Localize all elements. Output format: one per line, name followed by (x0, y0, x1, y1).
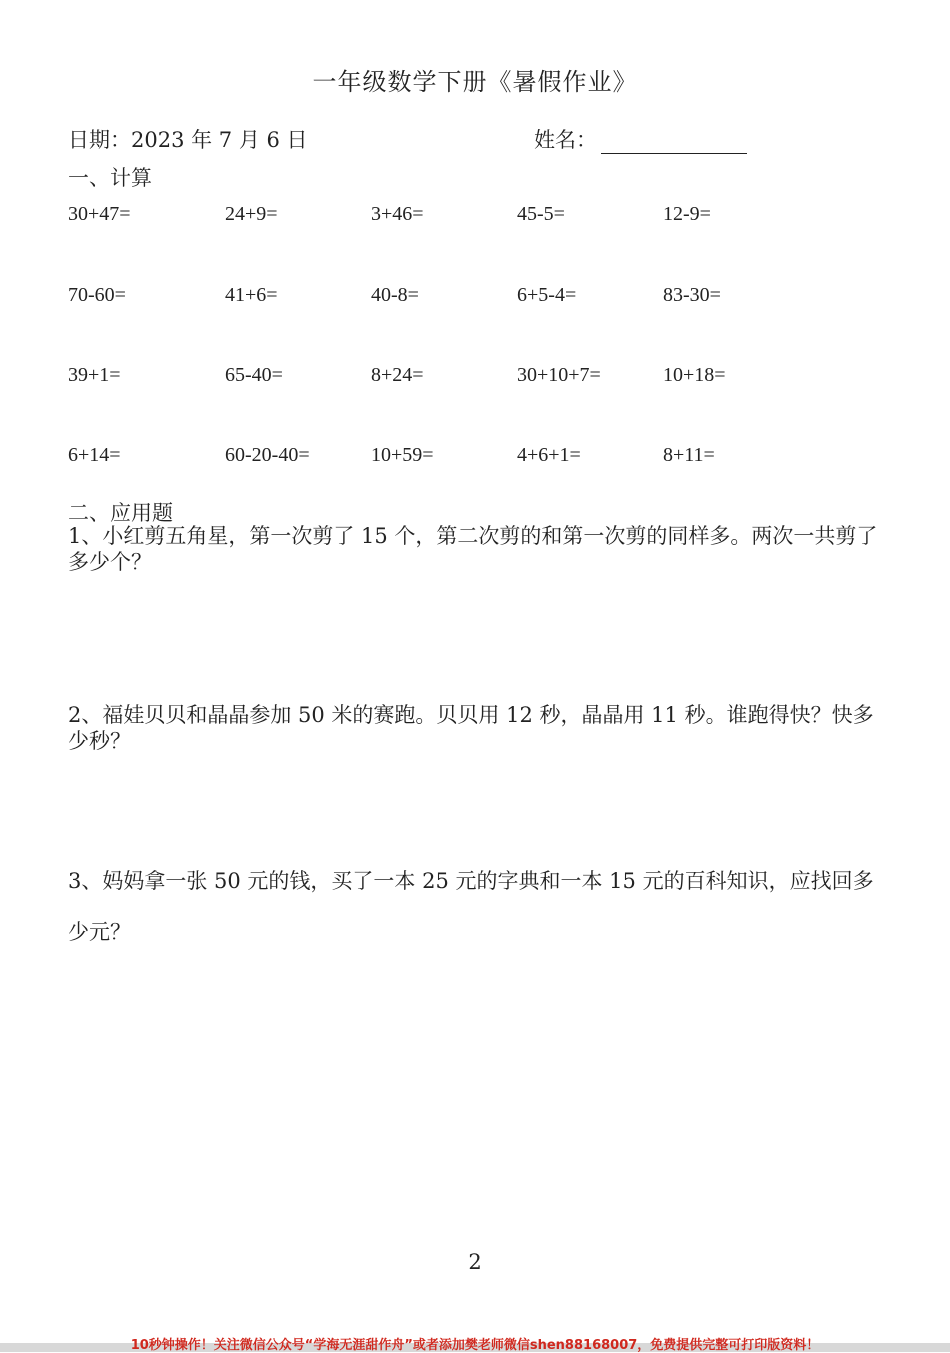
calc-problem: 45-5= (517, 203, 565, 225)
name-blank-line (601, 129, 747, 154)
calc-problem: 40-8= (371, 284, 419, 306)
calc-problem: 8+24= (371, 364, 424, 386)
page-number: 2 (468, 1250, 482, 1274)
calc-problem: 39+1= (68, 364, 121, 386)
date-label: 日期：2023 年 7 月 6 日 (68, 128, 308, 152)
calc-problem: 12-9= (663, 203, 711, 225)
calc-problem: 83-30= (663, 284, 721, 306)
calc-problem: 30+47= (68, 203, 131, 225)
calc-problem: 65-40= (225, 364, 283, 386)
word-problem-1: 1、小红剪五角星，第一次剪了 15 个，第二次剪的和第一次剪的同样多。两次一共剪了多少个？ (68, 524, 878, 574)
calc-problem: 10+18= (663, 364, 726, 386)
calc-problem: 6+14= (68, 444, 121, 466)
name-field (534, 124, 747, 154)
calc-problem: 4+6+1= (517, 444, 581, 466)
calc-problem: 3+46= (371, 203, 424, 225)
word-problem-3: 3、妈妈拿一张 50 元的钱，买了一本 25 元的字典和一本 15 元的百科知识，应找回多少元？ (68, 869, 874, 944)
footer-watermark-text: 10秒钟操作！关注微信公众号“学海无涯甜作舟”或者添加樊老师微信shen88168007，免费提供完整可打印版资料！ (130, 1338, 820, 1353)
page-title: 一年级数学下册《暑假作业》 (312, 68, 638, 96)
calc-problem: 70-60= (68, 284, 126, 306)
calc-problem: 60-20-40= (225, 444, 310, 466)
section-word-problems-heading: 二、应用题 (68, 501, 173, 525)
calc-problem: 10+59= (371, 444, 434, 466)
section-calculation-heading: 一、计算 (68, 166, 152, 190)
calc-problem: 8+11= (663, 444, 715, 466)
calc-problem: 30+10+7= (517, 364, 601, 386)
calc-problem: 24+9= (225, 203, 278, 225)
calc-problem: 41+6= (225, 284, 278, 306)
word-problem-2: 2、福娃贝贝和晶晶参加 50 米的赛跑。贝贝用 12 秒，晶晶用 11 秒。谁跑得快？快多少秒？ (68, 703, 874, 753)
name-label: 姓名： (534, 128, 597, 152)
calc-problem: 6+5-4= (517, 284, 577, 306)
